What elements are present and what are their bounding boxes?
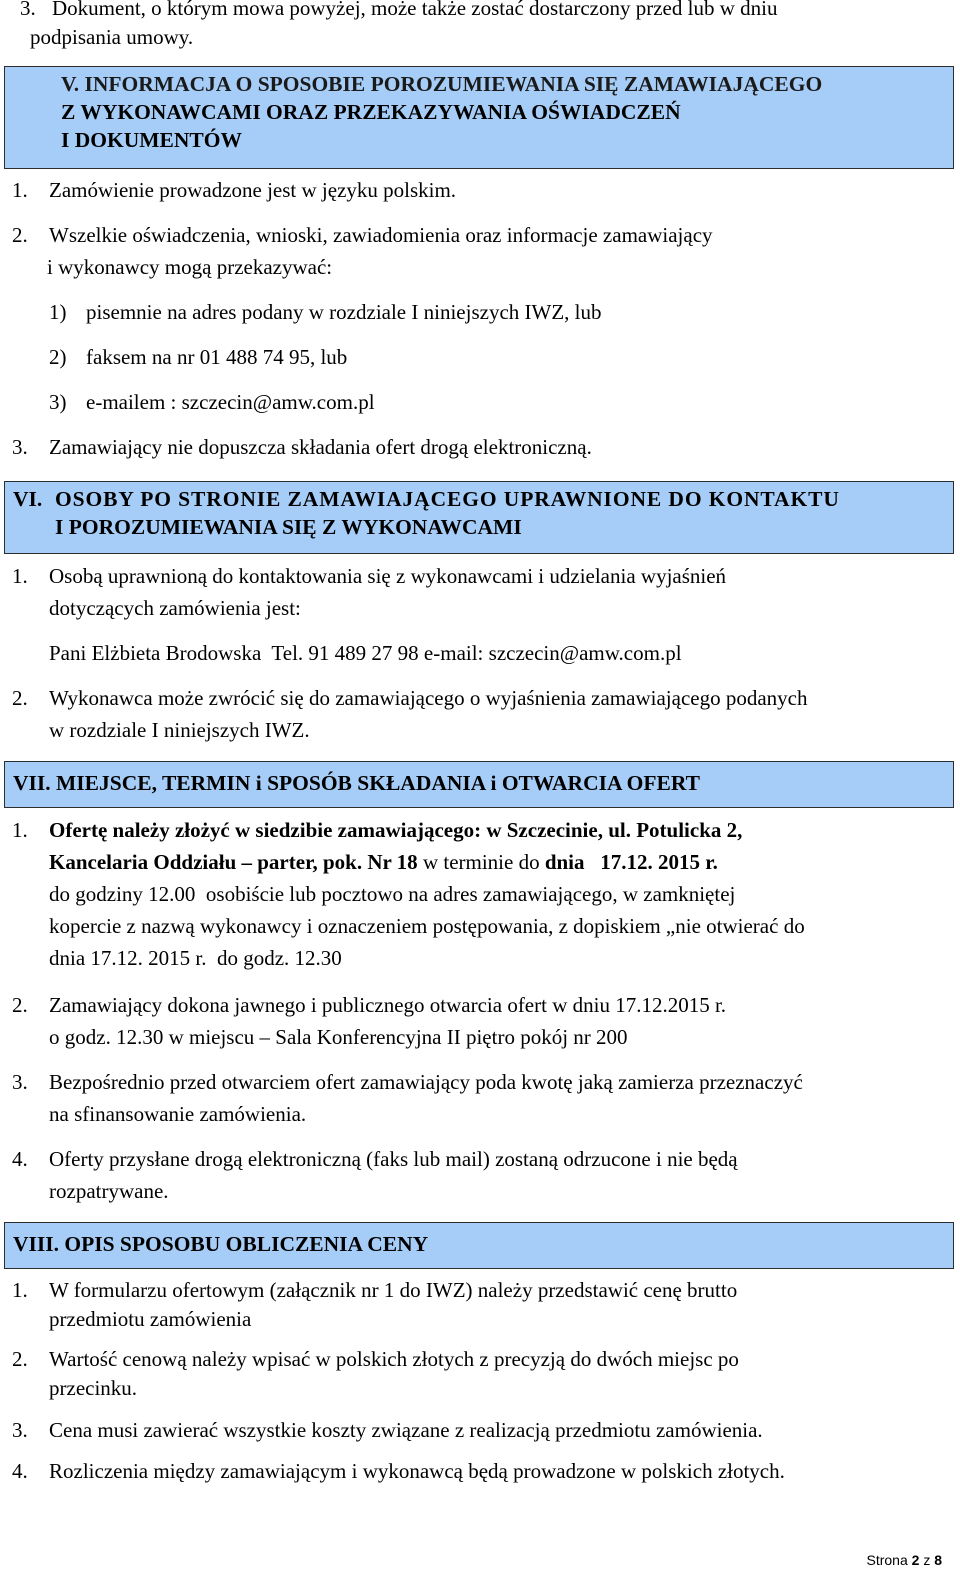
- item-line: dotyczących zamówienia jest:: [49, 596, 301, 620]
- footer-of: z: [923, 1552, 931, 1568]
- item-line: Wartość cenową należy wpisać w polskich złotych z precyzją do dwóch miejsc po: [49, 1347, 739, 1371]
- contact-text: Pani Elżbieta Brodowska Tel. 91 489 27 98 e-mail: szczecin@amw.com.pl: [49, 641, 682, 665]
- item-line: Wszelkie oświadczenia, wnioski, zawiadomienia oraz informacje zamawiający: [49, 223, 713, 247]
- item-number: 2.: [12, 686, 28, 710]
- item-line: Osobą uprawnioną do kontaktowania się z wykonawcami i udzielania wyjaśnień: [49, 564, 727, 588]
- contact-line: [49, 637, 949, 669]
- item-number: 1.: [12, 818, 28, 842]
- item-number: 1.: [12, 564, 28, 588]
- section-title: VIII. OPIS SPOSOBU OBLICZENIA CENY: [13, 1232, 429, 1256]
- deadline-date: dnia 17.12. 2015 r.: [544, 850, 718, 874]
- item-line: dnia 17.12. 2015 r. do godz. 12.30: [49, 946, 342, 970]
- footer-label: Strona: [866, 1552, 908, 1568]
- section-viii-header: [4, 1222, 954, 1269]
- item-number: 4.: [12, 1459, 28, 1483]
- item-line: podpisania umowy.: [30, 25, 194, 49]
- item-number: 3.: [12, 435, 28, 459]
- item-line: W formularzu ofertowym (załącznik nr 1 do IWZ) należy przedstawić cenę brutto: [49, 1278, 738, 1302]
- item-line: Oferty przysłane drogą elektroniczną (faks lub mail) zostaną odrzucone i nie będą: [49, 1147, 738, 1171]
- page-number: 2: [911, 1552, 920, 1568]
- item-line: Bezpośrednio przed otwarciem ofert zamawiający poda kwotę jaką zamierza przeznaczyć: [49, 1070, 803, 1094]
- section-vi-header: [4, 481, 954, 554]
- item-number: 2.: [12, 1347, 28, 1371]
- item-line: pisemnie na adres podany w rozdziale I niniejszych IWZ, lub: [86, 300, 602, 324]
- item-line: rozpatrywane.: [49, 1179, 169, 1203]
- item-number: 3.: [12, 1418, 28, 1442]
- deadline-label: w terminie do: [417, 850, 545, 874]
- item-number: 1): [49, 300, 67, 324]
- item-line: Zamawiający dokona jawnego i publicznego otwarcia ofert w dniu 17.12.2015 r.: [49, 993, 727, 1017]
- page-total: 8: [934, 1552, 942, 1568]
- item-line: do godziny 12.00 osobiście lub pocztowo na adres zamawiającego, w zamkniętej: [49, 882, 736, 906]
- item-number: 4.: [12, 1147, 28, 1171]
- item-number: 3.: [20, 0, 36, 20]
- section-title: OSOBY PO STRONIE ZAMAWIAJĄCEGO UPRAWNIONE DO KONTAKTU: [55, 487, 840, 511]
- item-line: [49, 846, 952, 878]
- item-number: 2.: [12, 993, 28, 1017]
- item-line: o godz. 12.30 w miejscu – Sala Konferencyjna II piętro pokój nr 200: [49, 1025, 628, 1049]
- item-line: Zamówienie prowadzone jest w języku polskim.: [49, 178, 457, 202]
- item-line: Zamawiający nie dopuszcza składania ofert drogą elektroniczną.: [49, 435, 592, 459]
- item-line: przedmiotu zamówienia: [49, 1307, 252, 1331]
- item-line: Wykonawca może zwrócić się do zamawiającego o wyjaśnienia zamawiającego podanych: [49, 686, 808, 710]
- email-link: e-mailem : szczecin@amw.com.pl: [86, 390, 375, 414]
- office-location: Kancelaria Oddziału – parter, pok. Nr 18: [49, 850, 418, 874]
- item-line: i wykonawcy mogą przekazywać:: [47, 255, 333, 279]
- item-line: Dokument, o którym mowa powyżej, może także zostać dostarczony przed lub w dniu: [52, 0, 778, 20]
- section-number: VI.: [13, 487, 43, 511]
- section-title: V. INFORMACJA O SPOSOBIE POROZUMIEWANIA SIĘ ZAMAWIAJĄCEGO: [61, 72, 823, 96]
- item-number: 1.: [12, 178, 28, 202]
- item-number: 3): [49, 390, 67, 414]
- item-number: 1.: [12, 1278, 28, 1302]
- item-number: 3.: [12, 1070, 28, 1094]
- item-number: 2): [49, 345, 67, 369]
- section-vii-header: [4, 761, 954, 808]
- item-line: kopercie z nazwą wykonawcy i oznaczeniem postępowania, z dopiskiem „nie otwierać do: [49, 914, 805, 938]
- item-line: Ofertę należy złożyć w siedzibie zamawiającego: w Szczecinie, ul. Potulicka 2,: [49, 818, 743, 842]
- page-footer: [866, 1552, 942, 1568]
- item-line: faksem na nr 01 488 74 95, lub: [86, 345, 348, 369]
- section-title: VII. MIEJSCE, TERMIN i SPOSÓB SKŁADANIA i OTWARCIA OFERT: [13, 771, 700, 795]
- section-title: I POROZUMIEWANIA SIĘ Z WYKONAWCAMI: [55, 515, 522, 539]
- section-title: Z WYKONAWCAMI ORAZ PRZEKAZYWANIA OŚWIADCZEŃ: [61, 100, 681, 124]
- item-line: na sfinansowanie zamówienia.: [49, 1102, 307, 1126]
- item-number: 2.: [12, 223, 28, 247]
- section-title: I DOKUMENTÓW: [61, 128, 242, 152]
- item-line: Cena musi zawierać wszystkie koszty związane z realizacją przedmiotu zamówienia.: [49, 1418, 763, 1442]
- section-v-header: [4, 66, 954, 169]
- item-line: Rozliczenia między zamawiającym i wykonawcą będą prowadzone w polskich złotych.: [49, 1459, 785, 1483]
- item-line: w rozdziale I niniejszych IWZ.: [49, 718, 310, 742]
- item-line: przecinku.: [49, 1376, 138, 1400]
